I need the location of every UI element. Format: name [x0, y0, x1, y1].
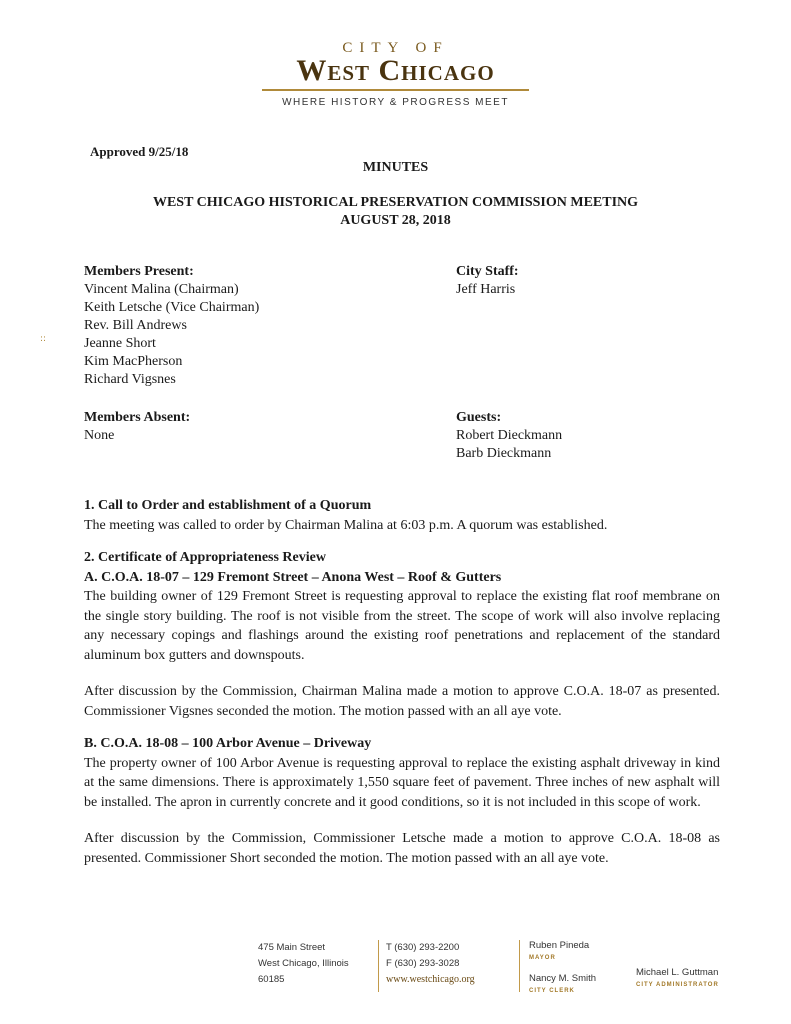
subsection-heading-b: B. C.O.A. 18-08 – 100 Arbor Avenue – Driveway	[84, 736, 372, 751]
letterhead-city-of: CITY OF	[342, 40, 449, 56]
administrator-role: CITY ADMINISTRATOR	[636, 982, 719, 988]
letterhead-rule	[262, 89, 529, 91]
letterhead-city-name: West Chicago	[296, 54, 495, 87]
staff-name: Jeff Harris	[456, 282, 516, 297]
footer-contact	[386, 940, 475, 988]
footer-address	[258, 940, 349, 988]
approved-date: Approved 9/25/18	[90, 144, 189, 159]
city-staff-heading: City Staff:	[456, 264, 519, 279]
members-present	[84, 263, 259, 389]
motion-b: After discussion by the Commission, Commissioner Letsche made a motion to approve C.O.A. 18-08 as presented. Commissioner Short seconded the motion. The motion passed with an all aye vote.	[84, 831, 720, 866]
member-name: Richard Vigsnes	[84, 372, 176, 387]
member-name: Kim MacPherson	[84, 354, 183, 369]
section-heading: 1. Call to Order and establishment of a Quorum	[84, 498, 372, 513]
fax-number: F (630) 293-3028	[386, 958, 460, 969]
meeting-date: AUGUST 28, 2018	[340, 213, 451, 228]
address-line: 475 Main Street	[258, 942, 326, 953]
section-call-to-order	[84, 496, 720, 535]
mayor-name: Ruben Pineda	[529, 940, 590, 951]
member-name: Vincent Malina (Chairman)	[84, 282, 239, 297]
guests	[456, 409, 562, 463]
absent-name: None	[84, 428, 115, 443]
members-absent	[84, 409, 190, 445]
members-absent-heading: Members Absent:	[84, 410, 191, 425]
mayor-role: MAYOR	[529, 955, 556, 961]
guest-name: Robert Dieckmann	[456, 428, 563, 443]
clerk-role: CITY CLERK	[529, 988, 575, 994]
footer-officials	[529, 940, 596, 997]
address-line: 60185	[258, 974, 285, 985]
subsection-text-b: The property owner of 100 Arbor Avenue is requesting approval to replace the existing asphalt driveway in kind at the same dimensions. There is approximately 1,550 square feet of pavement. Three inches of new asphalt will be installed. The apron in currently concrete and it good conditions, so it is not included in this scope of work.	[84, 755, 720, 810]
address-line: West Chicago, Illinois	[258, 958, 349, 969]
subsection-text-a: The building owner of 129 Fremont Street is requesting approval to replace the existing flat roof membrane on the single story building. The roof is not visible from the street. The scope of work will also involve replacing any necessary copings and flashings around the existing roof penetrations and replacement of the standard aluminum box gutters and downspouts.	[84, 589, 720, 663]
motion-a: After discussion by the Commission, Chairman Malina made a motion to approve C.O.A. 18-07 as presented. Commissioner Vigsnes seconded the motion. The motion passed with an all aye vote.	[84, 684, 720, 719]
clerk-name: Nancy M. Smith	[529, 973, 597, 984]
document-title: MINUTES	[362, 160, 429, 175]
subsection-heading-a: A. C.O.A. 18-07 – 129 Fremont Street – Anona West – Roof & Gutters	[84, 569, 502, 585]
member-name: Keith Letsche (Vice Chairman)	[84, 300, 260, 315]
section-text: The meeting was called to order by Chairman Malina at 6:03 p.m. A quorum was established.	[84, 517, 608, 533]
website-link[interactable]: www.westchicago.org	[386, 974, 475, 985]
footer-divider	[378, 940, 379, 992]
footer-divider	[519, 940, 520, 992]
section-heading: 2. Certificate of Appropriateness Review	[84, 550, 326, 565]
letterhead-tagline: WHERE HISTORY & PROGRESS MEET	[282, 97, 509, 108]
administrator-name: Michael L. Guttman	[636, 967, 719, 978]
subsection-b	[84, 734, 720, 812]
meeting-name: WEST CHICAGO HISTORICAL PRESERVATION COMMISSION MEETING	[152, 195, 639, 210]
members-present-heading: Members Present:	[84, 264, 194, 279]
phone-number: T (630) 293-2200	[386, 942, 460, 953]
city-staff	[456, 263, 519, 299]
guest-name: Barb Dieckmann	[456, 446, 552, 461]
section-coa-review	[84, 548, 720, 665]
footer-administrator	[636, 967, 719, 991]
margin-mark-icon: ::	[40, 334, 47, 344]
meeting-header	[0, 194, 791, 230]
member-name: Rev. Bill Andrews	[84, 318, 187, 333]
guests-heading: Guests:	[456, 410, 502, 425]
member-name: Jeanne Short	[84, 336, 156, 351]
